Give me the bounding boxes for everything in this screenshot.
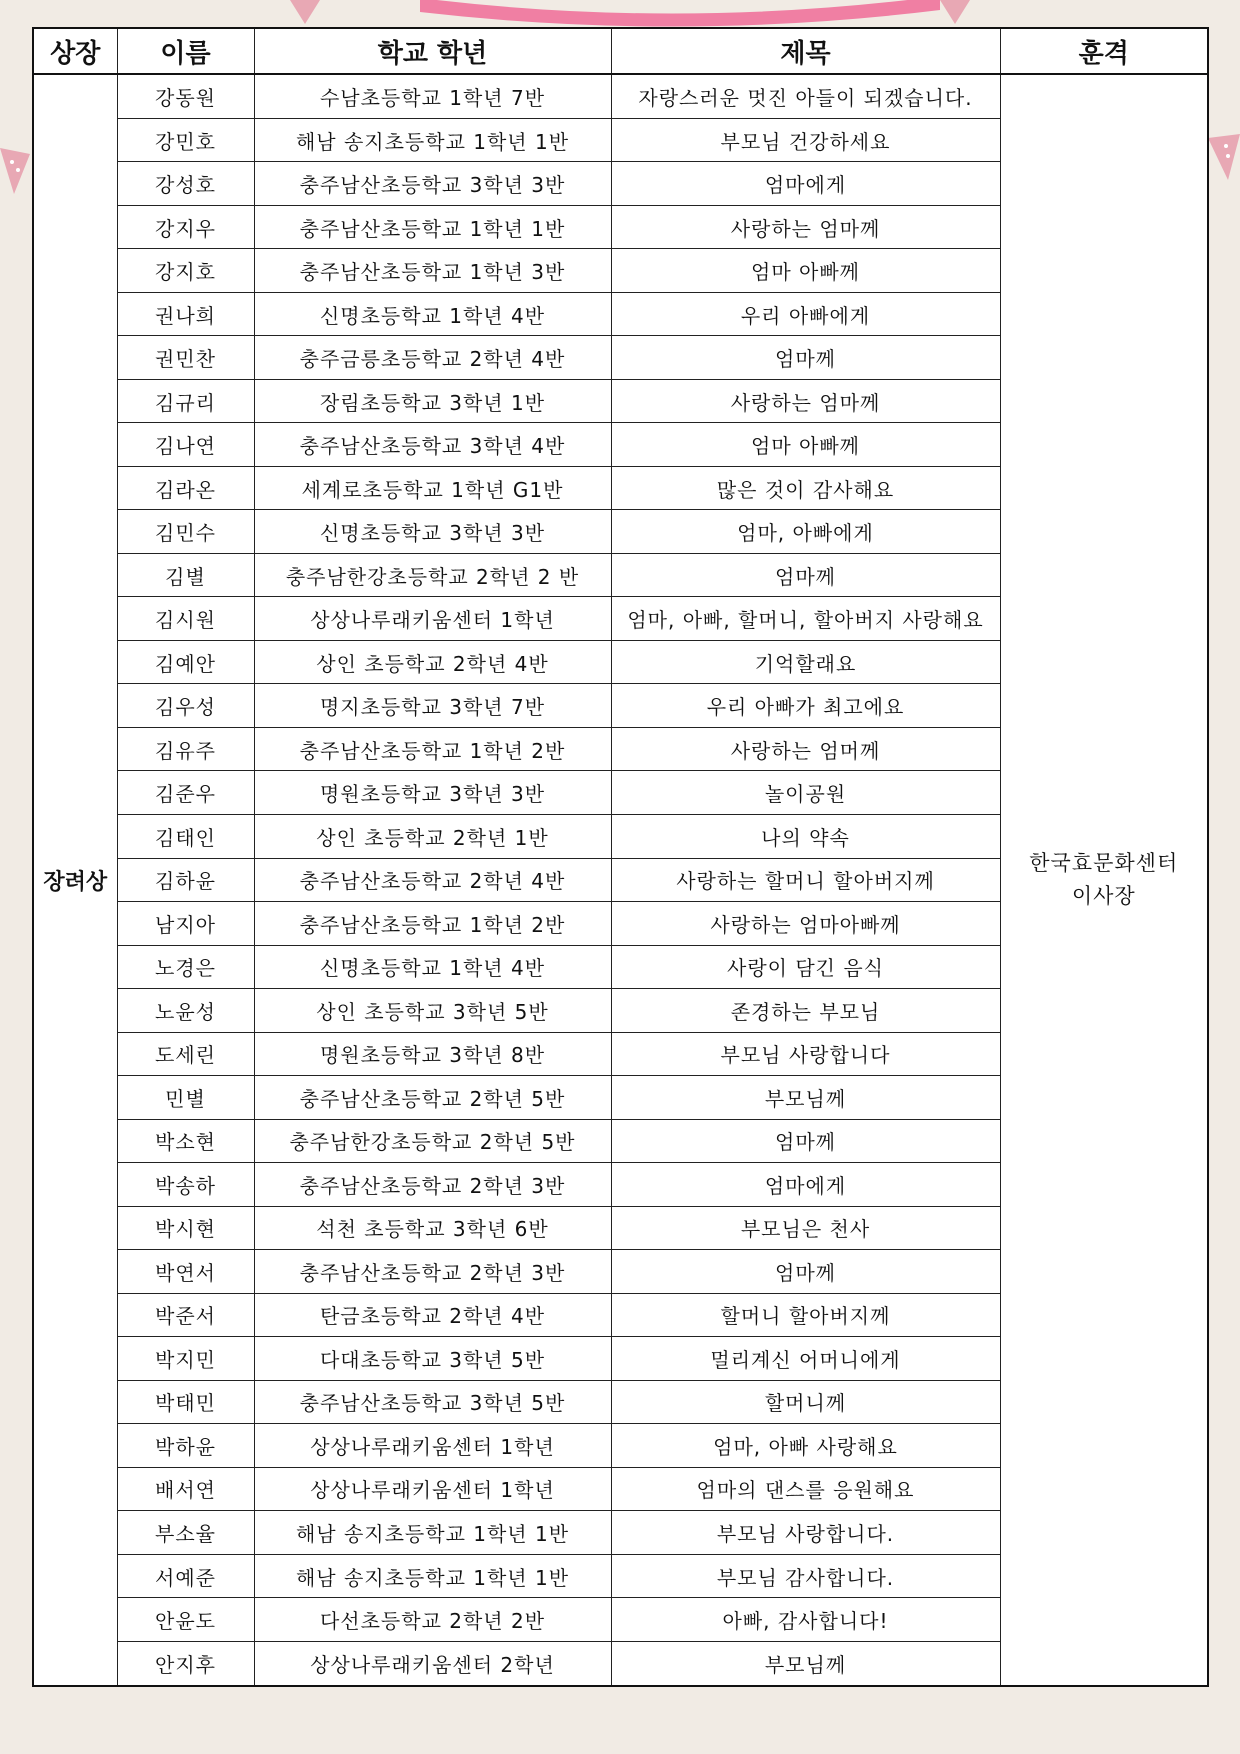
cell-name: 강동원 [117, 74, 254, 118]
cell-title: 부모님은 천사 [611, 1206, 1000, 1250]
cell-school: 해남 송지초등학교 1학년 1반 [254, 1554, 611, 1598]
cell-name: 강민호 [117, 118, 254, 162]
cell-name: 김태인 [117, 815, 254, 859]
cell-name: 김민수 [117, 510, 254, 554]
cell-title: 엄마께 [611, 553, 1000, 597]
cell-school: 수남초등학교 1학년 7반 [254, 74, 611, 118]
cell-title: 사랑하는 할머니 할아버지께 [611, 858, 1000, 902]
cell-name: 박준서 [117, 1293, 254, 1337]
cell-school: 충주남산초등학교 2학년 3반 [254, 1250, 611, 1294]
cell-name: 강지호 [117, 249, 254, 293]
cell-name: 강성호 [117, 162, 254, 206]
cell-school: 상상나루래키움센터 2학년 [254, 1641, 611, 1686]
cell-title: 엄마 아빠께 [611, 249, 1000, 293]
cell-title: 기억할래요 [611, 640, 1000, 684]
cell-name: 김시원 [117, 597, 254, 641]
cell-title: 부모님 감사합니다. [611, 1554, 1000, 1598]
pink-ribbon-decoration [410, 0, 950, 30]
header-row [33, 28, 1208, 74]
cell-school: 상상나루래키움센터 1학년 [254, 1467, 611, 1511]
award-table [32, 27, 1209, 1687]
cell-name: 박송하 [117, 1163, 254, 1207]
cell-title: 아빠, 감사합니다! [611, 1598, 1000, 1642]
cell-school: 충주남한강초등학교 2학년 5반 [254, 1119, 611, 1163]
cell-title: 엄마에게 [611, 162, 1000, 206]
cell-title: 사랑하는 엄마아빠께 [611, 902, 1000, 946]
cell-name: 김유주 [117, 727, 254, 771]
cell-school: 다선초등학교 2학년 2반 [254, 1598, 611, 1642]
cell-school: 해남 송지초등학교 1학년 1반 [254, 118, 611, 162]
bunting-flag-icon [1208, 134, 1240, 180]
cell-name: 김하윤 [117, 858, 254, 902]
cell-school: 충주남산초등학교 2학년 3반 [254, 1163, 611, 1207]
cell-name: 박하윤 [117, 1424, 254, 1468]
cell-title: 엄마께 [611, 1250, 1000, 1294]
cell-name: 김나연 [117, 423, 254, 467]
cell-title: 사랑하는 엄마께 [611, 205, 1000, 249]
cell-name: 권민찬 [117, 336, 254, 380]
cell-title: 엄마께 [611, 336, 1000, 380]
cell-name: 김예안 [117, 640, 254, 684]
cell-school: 충주남산초등학교 2학년 5반 [254, 1076, 611, 1120]
cell-name: 김라온 [117, 466, 254, 510]
header-name: 이름 [117, 28, 254, 74]
cell-name: 박소현 [117, 1119, 254, 1163]
cell-name: 김규리 [117, 379, 254, 423]
cell-title: 나의 약속 [611, 815, 1000, 859]
cell-school: 충주남산초등학교 1학년 2반 [254, 727, 611, 771]
cell-school: 충주남산초등학교 3학년 5반 [254, 1380, 611, 1424]
cell-name: 도세린 [117, 1032, 254, 1076]
cell-name: 부소율 [117, 1511, 254, 1555]
header-sponsor: 훈격 [1000, 28, 1208, 74]
cell-name: 박시현 [117, 1206, 254, 1250]
cell-name: 김우성 [117, 684, 254, 728]
cell-name: 안윤도 [117, 1598, 254, 1642]
cell-school: 신명초등학교 3학년 3반 [254, 510, 611, 554]
cell-title: 우리 아빠에게 [611, 292, 1000, 336]
cell-title: 엄마의 댄스를 응원해요 [611, 1467, 1000, 1511]
sponsor-line-1: 한국효문화센터 [1029, 851, 1179, 875]
cell-name: 박연서 [117, 1250, 254, 1294]
cell-title: 엄마, 아빠 사랑해요 [611, 1424, 1000, 1468]
cell-school: 충주남산초등학교 3학년 4반 [254, 423, 611, 467]
cell-name: 권나희 [117, 292, 254, 336]
cell-school: 석천 초등학교 3학년 6반 [254, 1206, 611, 1250]
cell-school: 명원초등학교 3학년 3반 [254, 771, 611, 815]
cell-school: 상상나루래키움센터 1학년 [254, 597, 611, 641]
cell-name: 안지후 [117, 1641, 254, 1686]
cell-school: 세계로초등학교 1학년 G1반 [254, 466, 611, 510]
cell-title: 자랑스러운 멋진 아들이 되겠습니다. [611, 74, 1000, 118]
cell-title: 엄마, 아빠에게 [611, 510, 1000, 554]
cell-title: 사랑이 담긴 음식 [611, 945, 1000, 989]
cell-title: 사랑하는 엄마께 [611, 379, 1000, 423]
cell-title: 할머니 할아버지께 [611, 1293, 1000, 1337]
cell-title: 엄마, 아빠, 할머니, 할아버지 사랑해요 [611, 597, 1000, 641]
award-name: 장려상 [33, 74, 117, 1686]
cell-name: 김준우 [117, 771, 254, 815]
cell-name: 노경은 [117, 945, 254, 989]
cell-name: 박태민 [117, 1380, 254, 1424]
bunting-flag-icon [940, 0, 970, 24]
cell-school: 충주남산초등학교 3학년 3반 [254, 162, 611, 206]
cell-school: 상인 초등학교 2학년 4반 [254, 640, 611, 684]
sponsor-line-2: 이사장 [1071, 884, 1136, 908]
cell-school: 충주남산초등학교 1학년 3반 [254, 249, 611, 293]
cell-school: 상상나루래키움센터 1학년 [254, 1424, 611, 1468]
cell-title: 할머니께 [611, 1380, 1000, 1424]
cell-name: 배서연 [117, 1467, 254, 1511]
table-row [33, 74, 1208, 118]
cell-school: 다대초등학교 3학년 5반 [254, 1337, 611, 1381]
cell-title: 많은 것이 감사해요 [611, 466, 1000, 510]
cell-school: 장림초등학교 3학년 1반 [254, 379, 611, 423]
cell-school: 해남 송지초등학교 1학년 1반 [254, 1511, 611, 1555]
cell-school: 신명초등학교 1학년 4반 [254, 292, 611, 336]
cell-school: 상인 초등학교 2학년 1반 [254, 815, 611, 859]
cell-school: 명원초등학교 3학년 8반 [254, 1032, 611, 1076]
cell-title: 엄마께 [611, 1119, 1000, 1163]
cell-title: 부모님 사랑합니다. [611, 1511, 1000, 1555]
sponsor-cell [1000, 74, 1208, 1686]
cell-name: 강지우 [117, 205, 254, 249]
cell-name: 민별 [117, 1076, 254, 1120]
cell-school: 충주남산초등학교 1학년 1반 [254, 205, 611, 249]
cell-school: 명지초등학교 3학년 7반 [254, 684, 611, 728]
cell-school: 탄금초등학교 2학년 4반 [254, 1293, 611, 1337]
cell-school: 충주남한강초등학교 2학년 2 반 [254, 553, 611, 597]
bunting-flag-icon [0, 148, 30, 194]
cell-title: 우리 아빠가 최고에요 [611, 684, 1000, 728]
cell-name: 서예준 [117, 1554, 254, 1598]
cell-name: 남지아 [117, 902, 254, 946]
cell-school: 충주남산초등학교 1학년 2반 [254, 902, 611, 946]
cell-title: 부모님 사랑합니다 [611, 1032, 1000, 1076]
cell-title: 존경하는 부모님 [611, 989, 1000, 1033]
cell-title: 부모님 건강하세요 [611, 118, 1000, 162]
cell-title: 멀리계신 어머니에게 [611, 1337, 1000, 1381]
cell-school: 충주금릉초등학교 2학년 4반 [254, 336, 611, 380]
cell-title: 엄마 아빠께 [611, 423, 1000, 467]
cell-name: 노윤성 [117, 989, 254, 1033]
header-award: 상장 [33, 28, 117, 74]
cell-name: 박지민 [117, 1337, 254, 1381]
cell-title: 사랑하는 엄머께 [611, 727, 1000, 771]
cell-school: 신명초등학교 1학년 4반 [254, 945, 611, 989]
cell-school: 상인 초등학교 3학년 5반 [254, 989, 611, 1033]
header-title: 제목 [611, 28, 1000, 74]
bunting-flag-icon [290, 0, 320, 24]
cell-school: 충주남산초등학교 2학년 4반 [254, 858, 611, 902]
cell-title: 부모님께 [611, 1076, 1000, 1120]
cell-title: 놀이공원 [611, 771, 1000, 815]
cell-title: 엄마에게 [611, 1163, 1000, 1207]
header-school: 학교 학년 [254, 28, 611, 74]
cell-name: 김별 [117, 553, 254, 597]
cell-title: 부모님께 [611, 1641, 1000, 1686]
